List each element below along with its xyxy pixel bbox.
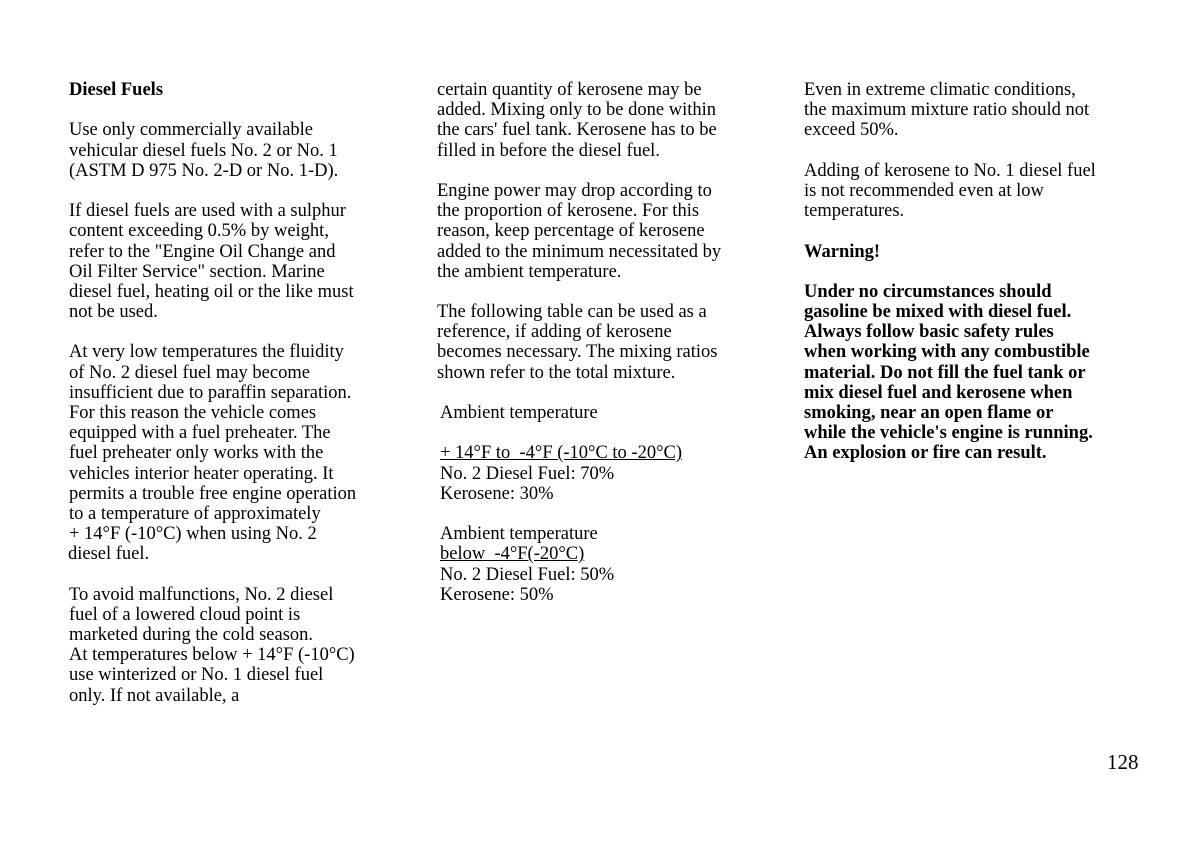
- text-line: At very low temperatures the fluidity: [69, 342, 344, 363]
- text-line: reference, if adding of kerosene: [437, 322, 672, 343]
- text-line: added to the minimum necessitated by: [437, 241, 722, 262]
- paragraph-low-temperature: [69, 342, 414, 564]
- text-line: diesel fuel, heating oil or the like must: [69, 281, 354, 302]
- paragraph-max-ratio: [804, 80, 1144, 141]
- diesel-ratio: No. 2 Diesel Fuel: 50%: [440, 564, 615, 585]
- mixing-table-1: [437, 403, 782, 504]
- text-line: insufficient due to paraffin separation.: [69, 382, 352, 403]
- text-line: Engine power may drop according to: [437, 180, 712, 201]
- section-heading: Diesel Fuels: [69, 80, 164, 100]
- text-line: temperatures.: [804, 201, 905, 222]
- text-line: Adding of kerosene to No. 1 diesel fuel: [804, 160, 1096, 181]
- text-line: the proportion of kerosene. For this: [437, 201, 700, 222]
- page-number: 128: [1107, 750, 1139, 774]
- text-line: content exceeding 0.5% by weight,: [69, 221, 329, 242]
- text-line: (ASTM D 975 No. 2-D or No. 1-D).: [69, 160, 339, 181]
- kerosene-ratio: Kerosene: 50%: [440, 584, 554, 605]
- text-line: mix diesel fuel and kerosene when: [804, 382, 1073, 403]
- text-line: filled in before the diesel fuel.: [437, 140, 660, 161]
- diesel-ratio: No. 2 Diesel Fuel: 70%: [440, 463, 615, 484]
- table-label: Ambient temperature: [440, 524, 598, 545]
- text-line: exceed 50%.: [804, 120, 899, 141]
- text-line: An explosion or fire can result.: [804, 443, 1047, 464]
- text-line: refer to the "Engine Oil Change and: [69, 241, 336, 262]
- text-line: At temperatures below + 14°F (-10°C): [69, 645, 355, 666]
- paragraph-no1-kerosene: [804, 161, 1144, 222]
- paragraph-table-reference: [437, 302, 782, 383]
- text-line: reason, keep percentage of kerosene: [437, 221, 705, 242]
- paragraph-sulphur: [69, 201, 414, 322]
- text-line: gasoline be mixed with diesel fuel.: [804, 302, 1072, 323]
- text-line: while the vehicle's engine is running.: [804, 423, 1093, 444]
- text-line: Use only commercially available: [69, 120, 314, 141]
- text-line: use winterized or No. 1 diesel fuel: [69, 665, 324, 686]
- warning-text: [804, 282, 1144, 464]
- text-line: smoking, near an open flame or: [804, 403, 1054, 423]
- text-line: shown refer to the total mixture.: [437, 362, 676, 383]
- text-line: equipped with a fuel preheater. The: [69, 423, 331, 444]
- warning-title: Warning!: [804, 241, 881, 262]
- paragraph-engine-power: [437, 181, 782, 282]
- text-line: Always follow basic safety rules: [804, 322, 1054, 343]
- text-line: Under no circumstances should: [804, 281, 1052, 302]
- text-line: Oil Filter Service" section. Marine: [69, 261, 325, 282]
- text-line: For this reason the vehicle comes: [69, 403, 317, 423]
- text-line: vehicular diesel fuels No. 2 or No. 1: [69, 140, 338, 161]
- paragraph-kerosene-mixing: [437, 80, 782, 161]
- paragraph-fuel-type: [69, 120, 414, 181]
- column-2: [437, 80, 782, 605]
- text-line: fuel preheater only works with the: [69, 443, 324, 464]
- text-line: when working with any combustible: [804, 342, 1090, 363]
- text-line: permits a trouble free engine operation: [69, 483, 357, 504]
- text-line: To avoid malfunctions, No. 2 diesel: [69, 584, 334, 605]
- text-line: of No. 2 diesel fuel may become: [69, 362, 310, 383]
- text-line: The following table can be used as a: [437, 302, 707, 323]
- text-line: fuel of a lowered cloud point is: [69, 604, 301, 625]
- temperature-range: + 14°F to -4°F (-10°C to -20°C): [440, 443, 682, 464]
- text-line: certain quantity of kerosene may be: [437, 80, 702, 100]
- mixing-table-2: [437, 524, 782, 605]
- table-label: Ambient temperature: [440, 403, 598, 423]
- text-line: the ambient temperature.: [437, 261, 622, 282]
- text-line: If diesel fuels are used with a sulphur: [69, 201, 346, 222]
- text-line: not be used.: [69, 302, 158, 323]
- text-line: added. Mixing only to be done within: [437, 100, 717, 121]
- column-1: [69, 80, 414, 706]
- text-line: vehicles interior heater operating. It: [69, 463, 334, 484]
- text-line: the maximum mixture ratio should not: [804, 100, 1090, 121]
- text-line: the cars' fuel tank. Kerosene has to be: [437, 120, 717, 141]
- kerosene-ratio: Kerosene: 30%: [440, 483, 554, 504]
- paragraph-malfunctions: [69, 585, 414, 706]
- text-line: only. If not available, a: [69, 685, 240, 706]
- text-line: diesel fuel.: [68, 544, 150, 565]
- text-line: + 14°F (-10°C) when using No. 2: [69, 524, 317, 545]
- text-line: is not recommended even at low: [804, 180, 1044, 201]
- text-line: to a temperature of approximately: [69, 503, 321, 524]
- column-3: [804, 80, 1144, 464]
- text-line: Even in extreme climatic conditions,: [804, 80, 1076, 100]
- text-line: material. Do not fill the fuel tank or: [804, 362, 1086, 383]
- temperature-range: below -4°F(-20°C): [440, 544, 585, 565]
- text-line: marketed during the cold season.: [69, 625, 314, 646]
- text-line: becomes necessary. The mixing ratios: [437, 342, 718, 363]
